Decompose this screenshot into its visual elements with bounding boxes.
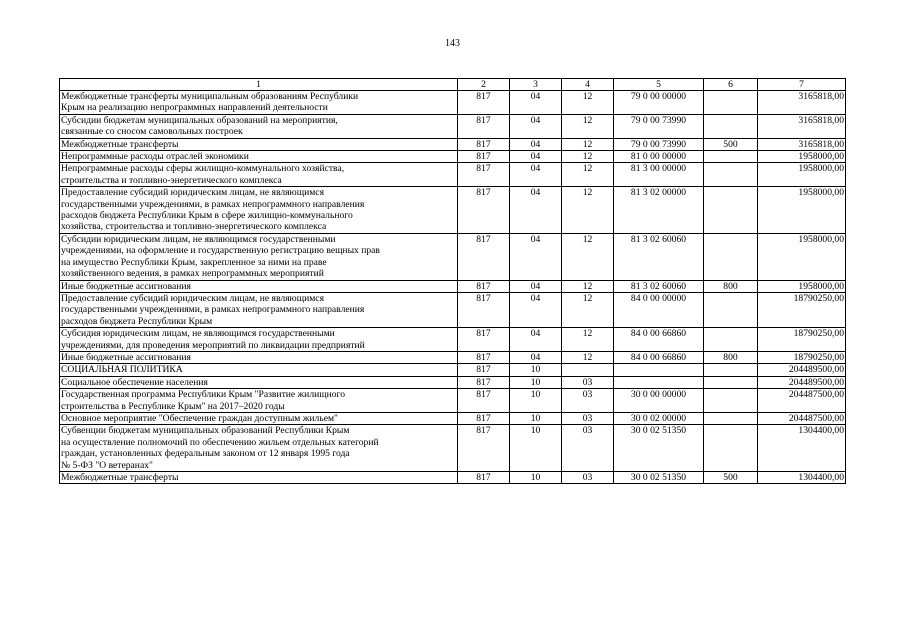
table-row: [60, 412, 846, 424]
cell-ministry-code: 817: [458, 151, 510, 163]
cell-section-code: 04: [510, 280, 562, 292]
cell-expense-type: 500: [704, 472, 758, 484]
cell-target-article: 79 0 00 73990: [614, 114, 704, 138]
table-row: [60, 376, 846, 388]
cell-section-code: 04: [510, 163, 562, 187]
cell-amount: 3165818,00: [758, 138, 846, 150]
cell-section-code: 04: [510, 91, 562, 115]
cell-subsection-code: 03: [562, 389, 614, 413]
cell-amount: 3165818,00: [758, 114, 846, 138]
table-row: [60, 91, 846, 115]
table-row: [60, 151, 846, 163]
table-row: [60, 163, 846, 187]
cell-amount: 1958000,00: [758, 187, 846, 234]
cell-target-article: 81 3 02 60060: [614, 280, 704, 292]
cell-expense-type: [704, 187, 758, 234]
cell-name: Предоставление субсидий юридическим лицам, не являющимся государственными учреждениями, в рамках непрограммного направления расходов бюджета Республики Крым: [60, 292, 458, 327]
cell-subsection-code: 12: [562, 91, 614, 115]
cell-target-article: 79 0 00 73990: [614, 138, 704, 150]
cell-target-article: [614, 376, 704, 388]
cell-section-code: 10: [510, 412, 562, 424]
cell-amount: 3165818,00: [758, 91, 846, 115]
cell-subsection-code: 03: [562, 425, 614, 472]
cell-amount: 18790250,00: [758, 292, 846, 327]
cell-subsection-code: 03: [562, 412, 614, 424]
table-row: [60, 138, 846, 150]
budget-table: [59, 78, 846, 484]
cell-expense-type: [704, 412, 758, 424]
cell-ministry-code: 817: [458, 187, 510, 234]
column-header: 1: [60, 79, 458, 91]
cell-amount: 18790250,00: [758, 351, 846, 363]
column-header: 7: [758, 79, 846, 91]
cell-name: Предоставление субсидий юридическим лицам, не являющимся государственными учреждениями, в рамках непрограммного направления расходов бюджета Республики Крым в сфере жилищно-коммунального хозяйства, строительства и топливно-энергетического комплекса: [60, 187, 458, 234]
cell-section-code: 04: [510, 328, 562, 352]
cell-section-code: 04: [510, 187, 562, 234]
cell-name: Межбюджетные трансферты: [60, 138, 458, 150]
column-header: 4: [562, 79, 614, 91]
cell-section-code: 04: [510, 351, 562, 363]
column-header: 6: [704, 79, 758, 91]
cell-section-code: 04: [510, 151, 562, 163]
cell-target-article: 81 3 02 60060: [614, 233, 704, 280]
cell-expense-type: [704, 328, 758, 352]
cell-name: Социальное обеспечение населения: [60, 376, 458, 388]
table-row: [60, 233, 846, 280]
cell-target-article: 84 0 00 00000: [614, 292, 704, 327]
cell-ministry-code: 817: [458, 412, 510, 424]
cell-name: Непрограммные расходы отраслей экономики: [60, 151, 458, 163]
cell-target-article: 84 0 00 66860: [614, 328, 704, 352]
cell-section-code: 04: [510, 292, 562, 327]
table-row: [60, 389, 846, 413]
cell-subsection-code: 12: [562, 138, 614, 150]
cell-ministry-code: 817: [458, 425, 510, 472]
cell-ministry-code: 817: [458, 364, 510, 376]
cell-amount: 1304400,00: [758, 425, 846, 472]
cell-ministry-code: 817: [458, 233, 510, 280]
table-row: [60, 364, 846, 376]
cell-target-article: 30 0 00 00000: [614, 389, 704, 413]
cell-subsection-code: 03: [562, 376, 614, 388]
cell-expense-type: [704, 364, 758, 376]
cell-amount: 1958000,00: [758, 151, 846, 163]
cell-subsection-code: 12: [562, 233, 614, 280]
cell-name: Субсидии юридическим лицам, не являющимся государственными учреждениями, на оформление и государственную регистрацию вещных прав на имущество Республики Крым, закрепленное за ними на праве хозяйственного ведения, в рамках непрограммных мероприятий: [60, 233, 458, 280]
cell-section-code: 10: [510, 389, 562, 413]
cell-subsection-code: 12: [562, 163, 614, 187]
cell-name: Субвенции бюджетам муниципальных образований Республики Крым на осуществление полномочий по обеспечению жильем отдельных категорий граждан, установленных федеральным законом от 12 января 1995 года № 5-ФЗ "О ветеранах": [60, 425, 458, 472]
table-header-row: [60, 79, 846, 91]
table-row: [60, 292, 846, 327]
cell-ministry-code: 817: [458, 280, 510, 292]
cell-subsection-code: 12: [562, 114, 614, 138]
page-number: 143: [445, 38, 460, 49]
column-header: 5: [614, 79, 704, 91]
cell-name: Субсидия юридическим лицам, не являющимся государственными учреждениями, для проведения мероприятий по ликвидации предприятий: [60, 328, 458, 352]
cell-expense-type: 800: [704, 351, 758, 363]
cell-name: Межбюджетные трансферты: [60, 472, 458, 484]
cell-target-article: 81 0 00 00000: [614, 151, 704, 163]
cell-ministry-code: 817: [458, 91, 510, 115]
cell-expense-type: [704, 163, 758, 187]
cell-name: Государственная программа Республики Крым "Развитие жилищного строительства в Республике Крым" на 2017–2020 годы: [60, 389, 458, 413]
cell-subsection-code: 12: [562, 280, 614, 292]
cell-ministry-code: 817: [458, 351, 510, 363]
table-row: [60, 280, 846, 292]
cell-name: Межбюджетные трансферты муниципальным образованиям Республики Крым на реализацию непрограммных направлений деятельности: [60, 91, 458, 115]
cell-amount: 1958000,00: [758, 280, 846, 292]
cell-amount: 1958000,00: [758, 233, 846, 280]
cell-section-code: 04: [510, 114, 562, 138]
cell-amount: 18790250,00: [758, 328, 846, 352]
cell-name: Иные бюджетные ассигнования: [60, 280, 458, 292]
cell-section-code: 04: [510, 233, 562, 280]
cell-expense-type: [704, 91, 758, 115]
table-row: [60, 351, 846, 363]
cell-section-code: 04: [510, 138, 562, 150]
cell-target-article: 30 0 02 51350: [614, 472, 704, 484]
cell-ministry-code: 817: [458, 389, 510, 413]
cell-ministry-code: 817: [458, 472, 510, 484]
cell-amount: 204487500,00: [758, 389, 846, 413]
cell-subsection-code: 12: [562, 187, 614, 234]
cell-target-article: 81 3 02 00000: [614, 187, 704, 234]
cell-amount: 1958000,00: [758, 163, 846, 187]
table-row: [60, 328, 846, 352]
table-row: [60, 425, 846, 472]
cell-expense-type: [704, 389, 758, 413]
cell-target-article: 84 0 00 66860: [614, 351, 704, 363]
cell-subsection-code: 12: [562, 151, 614, 163]
cell-name: Субсидии бюджетам муниципальных образований на мероприятия, связанные со сносом самовольных построек: [60, 114, 458, 138]
cell-subsection-code: 03: [562, 472, 614, 484]
cell-subsection-code: 12: [562, 351, 614, 363]
cell-expense-type: 800: [704, 280, 758, 292]
cell-expense-type: [704, 151, 758, 163]
table-row: [60, 187, 846, 234]
column-header: 2: [458, 79, 510, 91]
table-row: [60, 114, 846, 138]
cell-ministry-code: 817: [458, 114, 510, 138]
cell-expense-type: [704, 376, 758, 388]
cell-target-article: 79 0 00 00000: [614, 91, 704, 115]
cell-target-article: 30 0 02 00000: [614, 412, 704, 424]
cell-target-article: 30 0 02 51350: [614, 425, 704, 472]
cell-name: Непрограммные расходы сферы жилищно-коммунального хозяйства, строительства и топливно-энергетического комплекса: [60, 163, 458, 187]
cell-section-code: 10: [510, 472, 562, 484]
cell-subsection-code: 12: [562, 292, 614, 327]
cell-ministry-code: 817: [458, 138, 510, 150]
cell-section-code: 10: [510, 376, 562, 388]
cell-expense-type: [704, 114, 758, 138]
table-body: [60, 91, 846, 484]
cell-amount: 204489500,00: [758, 364, 846, 376]
cell-ministry-code: 817: [458, 163, 510, 187]
cell-expense-type: [704, 233, 758, 280]
cell-ministry-code: 817: [458, 376, 510, 388]
cell-amount: 204489500,00: [758, 376, 846, 388]
cell-amount: 1304400,00: [758, 472, 846, 484]
cell-amount: 204487500,00: [758, 412, 846, 424]
cell-subsection-code: [562, 364, 614, 376]
cell-target-article: 81 3 00 00000: [614, 163, 704, 187]
cell-subsection-code: 12: [562, 328, 614, 352]
cell-target-article: [614, 364, 704, 376]
cell-name: Иные бюджетные ассигнования: [60, 351, 458, 363]
cell-ministry-code: 817: [458, 292, 510, 327]
cell-ministry-code: 817: [458, 328, 510, 352]
cell-section-code: 10: [510, 364, 562, 376]
column-header: 3: [510, 79, 562, 91]
cell-expense-type: [704, 425, 758, 472]
cell-expense-type: [704, 292, 758, 327]
cell-expense-type: 500: [704, 138, 758, 150]
cell-name: СОЦИАЛЬНАЯ ПОЛИТИКА: [60, 364, 458, 376]
table-row: [60, 472, 846, 484]
cell-section-code: 10: [510, 425, 562, 472]
cell-name: Основное мероприятие "Обеспечение граждан доступным жильем": [60, 412, 458, 424]
